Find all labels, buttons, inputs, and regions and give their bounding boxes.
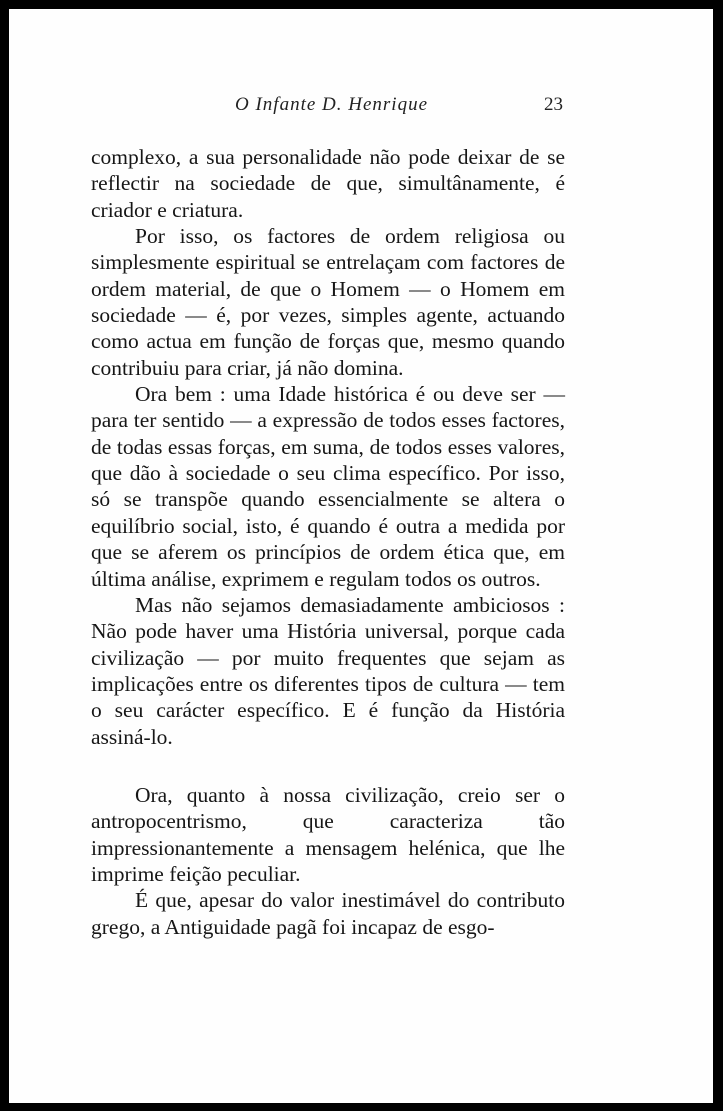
page-number: 23: [544, 94, 563, 115]
paragraph: Mas não sejamos demasiadamente ambiciosos : Não pode haver uma História universal, porque cada civilização — por muito frequentes que sejam as implicações entre os diferentes tipos de cultura — tem o seu carácter específico. E é função da História assiná-lo.: [91, 592, 565, 749]
running-title: O Infante D. Henrique: [235, 94, 429, 115]
paragraph: Ora, quanto à nossa civilização, creio ser o antropocentrismo, que caracteriza tão impressionantemente a mensagem helénica, que lhe imprime feição peculiar.: [91, 782, 565, 886]
paragraph: complexo, a sua personalidade não pode deixar de se reflectir na sociedade de que, simultânamente, é criador e criatura.: [91, 145, 565, 222]
book-page: [9, 9, 713, 1103]
page-header: [9, 94, 713, 118]
paragraph: Por isso, os factores de ordem religiosa ou simplesmente espiritual se entrelaçam com factores de ordem material, de que o Homem — o Homem em sociedade — é, por vezes, simples agente, actuando como actua em função de forças que, mesmo quando contribuiu para criar, já não domina.: [91, 224, 565, 380]
section-break: [91, 750, 565, 782]
paragraph: É que, apesar do valor inestimável do contributo grego, a Antiguidade pagã foi incapaz de esgo-: [91, 888, 565, 939]
body-text: [91, 144, 565, 940]
paragraph: Ora bem : uma Idade histórica é ou deve ser — para ter sentido — a expressão de todos esses factores, de todas essas forças, em suma, de todos esses valores, que dão à sociedade o seu clima específico. Por isso, só se transpõe quando essencialmente se altera o equilíbrio social, isto, é quando é outra a medida por que se aferem os princípios de ordem ética que, em última análise, exprimem e regulam todos os outros.: [91, 382, 565, 591]
